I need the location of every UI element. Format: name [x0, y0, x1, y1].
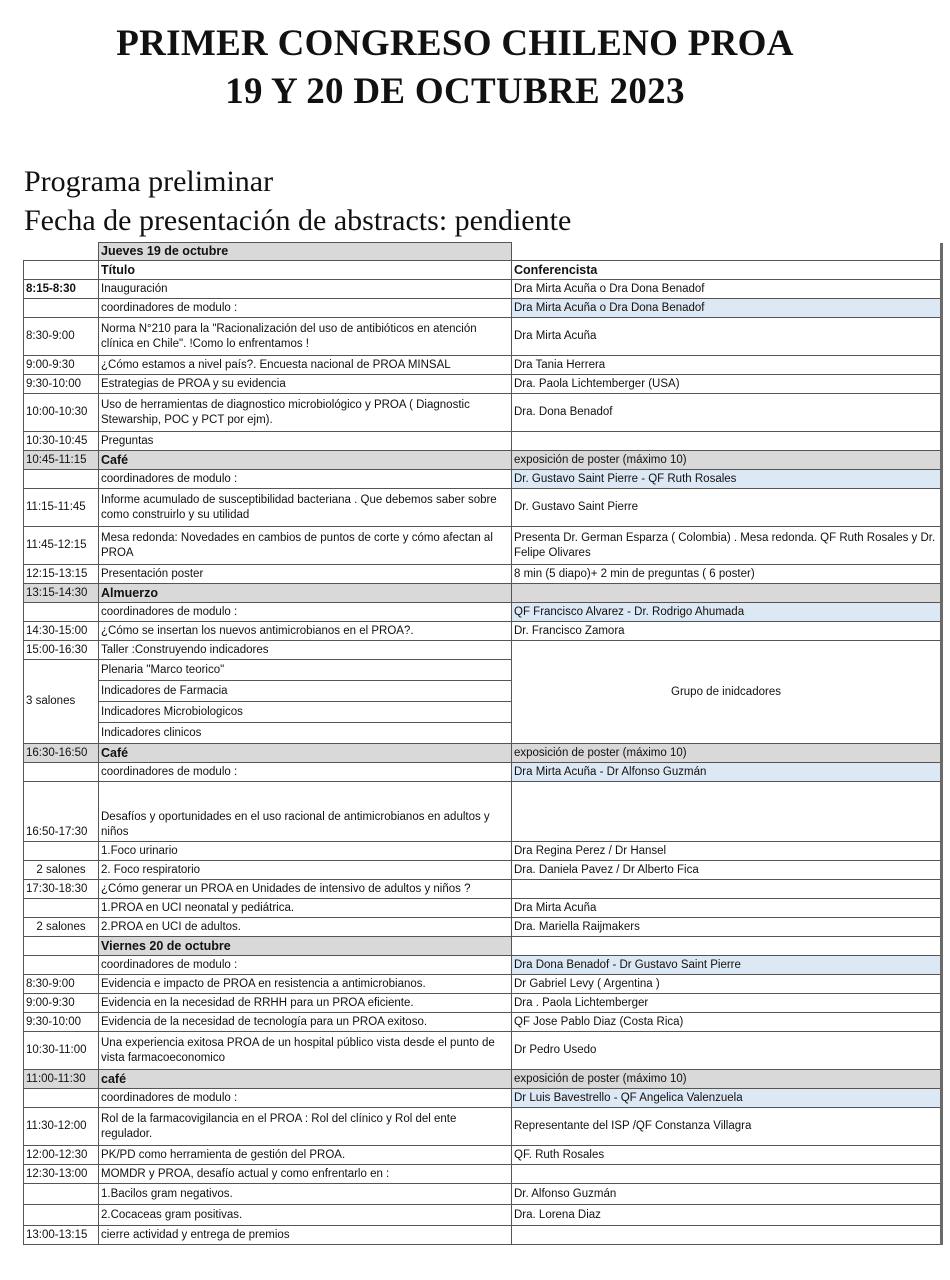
table-row	[24, 861, 942, 880]
title-cell: Informe acumulado de susceptibilidad bacteriana . Que debemos saber sobre como construirlo y su utilidad	[99, 489, 512, 527]
time-cell: 10:30-11:00	[24, 1032, 99, 1070]
table-row	[24, 918, 942, 937]
table-row	[24, 1032, 942, 1070]
time-cell	[24, 899, 99, 918]
time-cell: 2 salones	[24, 861, 99, 880]
title-cell: Evidencia e impacto de PROA en resistencia a antimicrobianos.	[99, 975, 512, 994]
time-cell: 16:30-16:50	[24, 744, 99, 763]
title-cell: Preguntas	[99, 432, 512, 451]
time-cell	[24, 603, 99, 622]
congress-title: PRIMER CONGRESO CHILENO PROA	[116, 23, 794, 64]
time-cell: 12:30-13:00	[24, 1165, 99, 1184]
day-header-row	[24, 243, 942, 261]
time-cell	[24, 842, 99, 861]
column-header-conferencista: Conferencista	[512, 261, 942, 280]
title-cell: 2.Cocaceas gram positivas.	[99, 1205, 512, 1226]
coordinator-row	[24, 470, 942, 489]
time-cell	[24, 299, 99, 318]
speaker-cell: Dra Mirta Acuña	[512, 899, 942, 918]
table-row	[24, 880, 942, 899]
table-row	[24, 1108, 942, 1146]
speaker-cell: Dra Mirta Acuña - Dr Alfonso Guzmán	[512, 763, 942, 782]
speaker-cell	[512, 584, 942, 603]
time-cell: 10:00-10:30	[24, 394, 99, 432]
title-cell: coordinadores de modulo :	[99, 763, 512, 782]
title-cell: ¿Cómo generar un PROA en Unidades de intensivo de adultos y niños ?	[99, 880, 512, 899]
speaker-cell: Dra Mirta Acuña o Dra Dona Benadof	[512, 280, 942, 299]
time-cell: 10:45-11:15	[24, 451, 99, 470]
title-cell: Indicadores clinicos	[99, 723, 512, 744]
title-cell: Plenaria "Marco teorico"	[99, 660, 512, 681]
table-row	[24, 432, 942, 451]
time-cell: 12:00-12:30	[24, 1146, 99, 1165]
table-row	[24, 641, 942, 660]
title-cell: Mesa redonda: Novedades en cambios de puntos de corte y cómo afectan al PROA	[99, 527, 512, 565]
speaker-cell: Dra. Mariella Raijmakers	[512, 918, 942, 937]
title-cell: Presentación poster	[99, 565, 512, 584]
speaker-cell	[512, 1226, 942, 1245]
speaker-cell: Grupo de inidcadores	[512, 641, 942, 744]
title-cell: Almuerzo	[99, 584, 512, 603]
title-cell: Inauguración	[99, 280, 512, 299]
time-cell	[24, 1089, 99, 1108]
speaker-cell: 8 min (5 diapo)+ 2 min de preguntas ( 6 poster)	[512, 565, 942, 584]
break-row	[24, 1070, 942, 1089]
table-row	[24, 622, 942, 641]
table-row	[24, 356, 942, 375]
speaker-cell: Dra Mirta Acuña	[512, 318, 942, 356]
title-cell: Una experiencia exitosa PROA de un hospital público vista desde el punto de vista farmacoeconomico	[99, 1032, 512, 1070]
title-cell: Norma N°210 para la "Racionalización del uso de antibióticos en atención clínica en Chile". !Como lo enfrentamos !	[99, 318, 512, 356]
speaker-cell: Dra Dona Benadof - Dr Gustavo Saint Pierre	[512, 956, 942, 975]
table-row	[24, 318, 942, 356]
column-header-titulo: Título	[99, 261, 512, 280]
speaker-cell: exposición de poster (máximo 10)	[512, 1070, 942, 1089]
speaker-cell: Dra Mirta Acuña o Dra Dona Benadof	[512, 299, 942, 318]
title-cell: 1.Bacilos gram negativos.	[99, 1184, 512, 1205]
coordinator-row	[24, 1089, 942, 1108]
time-cell: 11:45-12:15	[24, 527, 99, 565]
time-cell: 8:15-8:30	[24, 280, 99, 299]
title-cell: Rol de la farmacovigilancia en el PROA : Rol del clínico y Rol del ente regulador.	[99, 1108, 512, 1146]
speaker-cell: Dr Pedro Usedo	[512, 1032, 942, 1070]
speaker-cell: QF Jose Pablo Diaz (Costa Rica)	[512, 1013, 942, 1032]
speaker-cell: exposición de poster (máximo 10)	[512, 744, 942, 763]
speaker-cell: Representante del ISP /QF Constanza Villagra	[512, 1108, 942, 1146]
program-subtitle: Programa preliminar	[24, 165, 274, 198]
title-cell: 2. Foco respiratorio	[99, 861, 512, 880]
time-cell: 9:30-10:00	[24, 1013, 99, 1032]
speaker-cell: QF Francisco Alvarez - Dr. Rodrigo Ahumada	[512, 603, 942, 622]
break-row	[24, 744, 942, 763]
speaker-cell	[512, 880, 942, 899]
speaker-cell: Dra. Paola Lichtemberger (USA)	[512, 375, 942, 394]
speaker-cell: Dra. Dona Benadof	[512, 394, 942, 432]
table-row	[24, 1184, 942, 1205]
speaker-cell: Dra. Lorena Diaz	[512, 1205, 942, 1226]
table-row	[24, 899, 942, 918]
title-cell: 1.PROA en UCI neonatal y pediátrica.	[99, 899, 512, 918]
table-row	[24, 394, 942, 432]
day-label: Jueves 19 de octubre	[99, 243, 512, 261]
speaker-cell: Dra. Daniela Pavez / Dr Alberto Fica	[512, 861, 942, 880]
title-cell: Desafíos y oportunidades en el uso racional de antimicrobianos en adultos y niños	[99, 782, 512, 842]
title-cell: coordinadores de modulo :	[99, 470, 512, 489]
speaker-cell: Dra Tania Herrera	[512, 356, 942, 375]
title-cell: ¿Cómo se insertan los nuevos antimicrobianos en el PROA?.	[99, 622, 512, 641]
speaker-cell: Dr. Francisco Zamora	[512, 622, 942, 641]
speaker-cell	[512, 1165, 942, 1184]
title-cell: 2.PROA en UCI de adultos.	[99, 918, 512, 937]
break-row	[24, 451, 942, 470]
time-cell: 9:00-9:30	[24, 356, 99, 375]
speaker-cell: Dr. Gustavo Saint Pierre	[512, 489, 942, 527]
title-cell: MOMDR y PROA, desafío actual y como enfrentarlo en :	[99, 1165, 512, 1184]
table-row	[24, 1165, 942, 1184]
column-header-row	[24, 261, 942, 280]
title-cell: coordinadores de modulo :	[99, 603, 512, 622]
title-cell: coordinadores de modulo :	[99, 956, 512, 975]
time-cell	[24, 1205, 99, 1226]
time-cell: 11:30-12:00	[24, 1108, 99, 1146]
day-header-row	[24, 937, 942, 956]
title-cell: café	[99, 1070, 512, 1089]
time-cell: 8:30-9:00	[24, 318, 99, 356]
title-cell: Indicadores Microbiologicos	[99, 702, 512, 723]
table-row	[24, 565, 942, 584]
title-cell: Estrategias de PROA y su evidencia	[99, 375, 512, 394]
abstracts-deadline: Fecha de presentación de abstracts: pendiente	[24, 204, 572, 237]
title-cell: Café	[99, 451, 512, 470]
speaker-cell: Dr. Alfonso Guzmán	[512, 1184, 942, 1205]
time-cell	[24, 763, 99, 782]
program-table	[23, 242, 943, 1245]
coordinator-row	[24, 763, 942, 782]
time-cell: 3 salones	[24, 660, 99, 744]
speaker-cell: exposición de poster (máximo 10)	[512, 451, 942, 470]
time-cell: 11:15-11:45	[24, 489, 99, 527]
speaker-cell: Dra Regina Perez / Dr Hansel	[512, 842, 942, 861]
time-cell: 9:00-9:30	[24, 994, 99, 1013]
time-cell: 13:00-13:15	[24, 1226, 99, 1245]
speaker-cell	[512, 432, 942, 451]
table-row	[24, 842, 942, 861]
speaker-cell	[512, 782, 942, 842]
time-cell	[24, 1184, 99, 1205]
table-row	[24, 1226, 942, 1245]
time-cell: 14:30-15:00	[24, 622, 99, 641]
break-row	[24, 584, 942, 603]
speaker-cell: Dr Luis Bavestrello - QF Angelica Valenzuela	[512, 1089, 942, 1108]
title-cell: ¿Cómo estamos a nivel país?. Encuesta nacional de PROA MINSAL	[99, 356, 512, 375]
speaker-cell: Dra . Paola Lichtemberger	[512, 994, 942, 1013]
time-cell	[24, 470, 99, 489]
time-cell	[24, 956, 99, 975]
congress-dates: 19 Y 20 DE OCTUBRE 2023	[225, 71, 685, 112]
speaker-cell: QF. Ruth Rosales	[512, 1146, 942, 1165]
table-row	[24, 280, 942, 299]
title-cell: Café	[99, 744, 512, 763]
speaker-cell: Dr. Gustavo Saint Pierre - QF Ruth Rosales	[512, 470, 942, 489]
title-cell: Indicadores de Farmacia	[99, 681, 512, 702]
time-cell: 2 salones	[24, 918, 99, 937]
table-row	[24, 975, 942, 994]
title-cell: Evidencia de la necesidad de tecnología para un PROA exitoso.	[99, 1013, 512, 1032]
table-row	[24, 994, 942, 1013]
title-cell: coordinadores de modulo :	[99, 299, 512, 318]
table-row	[24, 1013, 942, 1032]
table-row	[24, 527, 942, 565]
title-cell: 1.Foco urinario	[99, 842, 512, 861]
coordinator-row	[24, 956, 942, 975]
time-cell: 16:50-17:30	[24, 782, 99, 842]
table-row	[24, 1205, 942, 1226]
title-cell: Taller :Construyendo indicadores	[99, 641, 512, 660]
time-cell: 17:30-18:30	[24, 880, 99, 899]
title-cell: PK/PD como herramienta de gestión del PROA.	[99, 1146, 512, 1165]
table-row	[24, 375, 942, 394]
time-cell: 13:15-14:30	[24, 584, 99, 603]
speaker-cell: Dr Gabriel Levy ( Argentina )	[512, 975, 942, 994]
table-row	[24, 782, 942, 842]
time-cell: 11:00-11:30	[24, 1070, 99, 1089]
title-cell: Evidencia en la necesidad de RRHH para un PROA eficiente.	[99, 994, 512, 1013]
day-label: Viernes 20 de octubre	[99, 937, 512, 956]
time-cell: 8:30-9:00	[24, 975, 99, 994]
time-cell: 15:00-16:30	[24, 641, 99, 660]
table-row	[24, 489, 942, 527]
title-cell: Uso de herramientas de diagnostico microbiológico y PROA ( Diagnostic Stewarship, POC y PCT por ejm).	[99, 394, 512, 432]
speaker-cell: Presenta Dr. German Esparza ( Colombia) . Mesa redonda. QF Ruth Rosales y Dr. Felipe Olivares	[512, 527, 942, 565]
table-row	[24, 1146, 942, 1165]
time-cell: 9:30-10:00	[24, 375, 99, 394]
title-cell: cierre actividad y entrega de premios	[99, 1226, 512, 1245]
title-cell: coordinadores de modulo :	[99, 1089, 512, 1108]
coordinator-row	[24, 299, 942, 318]
coordinator-row	[24, 603, 942, 622]
time-cell: 10:30-10:45	[24, 432, 99, 451]
time-cell: 12:15-13:15	[24, 565, 99, 584]
